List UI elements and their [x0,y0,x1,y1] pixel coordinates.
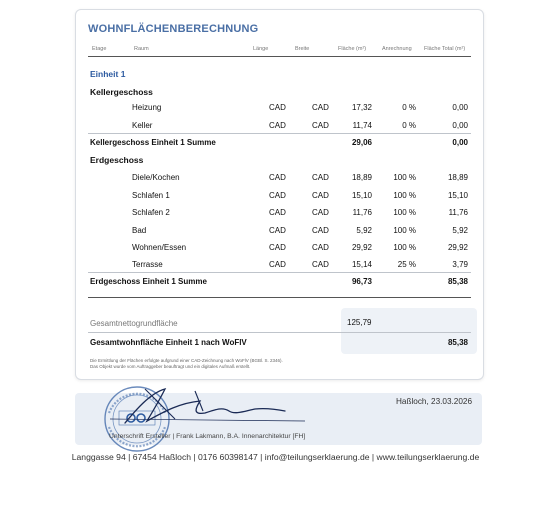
room-area: 18,89 [351,173,372,182]
room-width: CAD [312,103,329,112]
room-length: CAD [269,103,286,112]
room-factor: 100 % [393,226,416,235]
handwritten-signature [105,381,305,431]
room-area: 15,14 [351,260,372,269]
room-width: CAD [312,226,329,235]
room-name: Schlafen 2 [132,208,170,217]
wohnflaeche-label: Gesamtwohnfläche Einheit 1 nach WoFlV [90,338,247,347]
room-width: CAD [312,173,329,182]
room-length: CAD [269,243,286,252]
subtotal-label: Erdgeschoss Einheit 1 Summe [90,277,207,286]
footnote-1: Die Ermittlung der Flächen erfolgte aufgrund einer CAD-Zeichnung nach WoFlV (BGBl. S. 2346). [90,358,283,363]
footnote-2: Das Objekt wurde vom Auftraggeber beauftragt und ein digitales Aufmaß erstellt. [90,364,251,369]
signature-block [75,393,482,445]
room-factor: 100 % [393,173,416,182]
room-factor: 25 % [397,260,416,269]
header-raum: Raum [134,46,149,52]
subtotal-total: 85,38 [447,277,468,286]
room-factor: 0 % [402,103,416,112]
floor-heading-erdgeschoss: Erdgeschoss [90,155,144,165]
subtotal-area: 29,06 [351,138,372,147]
room-name: Diele/Kochen [132,173,180,182]
signature-caption: Unterschrift Ersteller | Frank Lakmann, B.A. Innenarchitektur [FH] [109,433,306,440]
header-breite: Breite [295,46,310,52]
room-total: 11,76 [448,208,468,217]
room-length: CAD [269,191,286,200]
room-length: CAD [269,226,286,235]
netto-label: Gesamtnettogrundfläche [90,319,178,328]
room-width: CAD [312,208,329,217]
room-total: 18,89 [447,173,468,182]
subtotal-total: 0,00 [452,138,468,147]
summary-divider [88,332,471,333]
room-name: Schlafen 1 [132,191,170,200]
header-rule [88,56,471,57]
unit-label: Einheit 1 [90,69,126,79]
contact-footer: Langgasse 94 | 67454 Haßloch | 0176 60398147 | info@teilungserklaerung.de | www.teilungserklaerung.de [71,452,480,462]
room-length: CAD [269,173,286,182]
room-factor: 100 % [393,208,416,217]
room-width: CAD [312,243,329,252]
calculation-card [75,9,484,380]
room-width: CAD [312,191,329,200]
room-length: CAD [269,260,286,269]
room-area: 11,74 [352,121,372,130]
room-total: 15,10 [447,191,468,200]
header-etage: Etage [92,46,107,52]
room-area: 17,32 [351,103,372,112]
section-rule [88,297,471,298]
room-factor: 100 % [393,243,416,252]
room-total: 3,79 [452,260,468,269]
room-name: Keller [132,121,153,130]
room-name: Bad [132,226,147,235]
summary-highlight [341,308,477,354]
room-total: 0,00 [452,121,468,130]
subtotal-area: 96,73 [351,277,372,286]
header-laenge: Länge [253,46,269,52]
room-width: CAD [312,260,329,269]
room-area: 29,92 [351,243,372,252]
room-name: Heizung [132,103,162,112]
header-flaeche: Fläche (m²) [338,46,367,52]
header-flaeche-total: Fläche Total (m²) [424,46,466,52]
room-length: CAD [269,208,286,217]
room-area: 15,10 [351,191,372,200]
document-title: WOHNFLÄCHENBERECHNUNG [88,23,259,35]
room-factor: 0 % [402,121,416,130]
wohnflaeche-value: 85,38 [447,338,468,347]
room-width: CAD [312,121,329,130]
sum-divider [88,272,471,273]
room-name: Wohnen/Essen [132,243,187,252]
subtotal-label: Kellergeschoss Einheit 1 Summe [90,138,216,147]
room-total: 29,92 [447,243,468,252]
netto-value: 125,79 [347,318,372,327]
room-area: 5,92 [356,226,372,235]
sum-divider [88,133,471,134]
floor-heading-keller: Kellergeschoss [90,87,153,97]
header-anrechnung: Anrechnung [382,46,412,52]
room-factor: 100 % [393,191,416,200]
room-length: CAD [269,121,286,130]
room-total: 5,92 [452,226,468,235]
room-area: 11,76 [352,208,372,217]
room-name: Terrasse [132,260,163,269]
room-total: 0,00 [452,103,468,112]
place-date: Haßloch, 23.03.2026 [395,397,472,406]
